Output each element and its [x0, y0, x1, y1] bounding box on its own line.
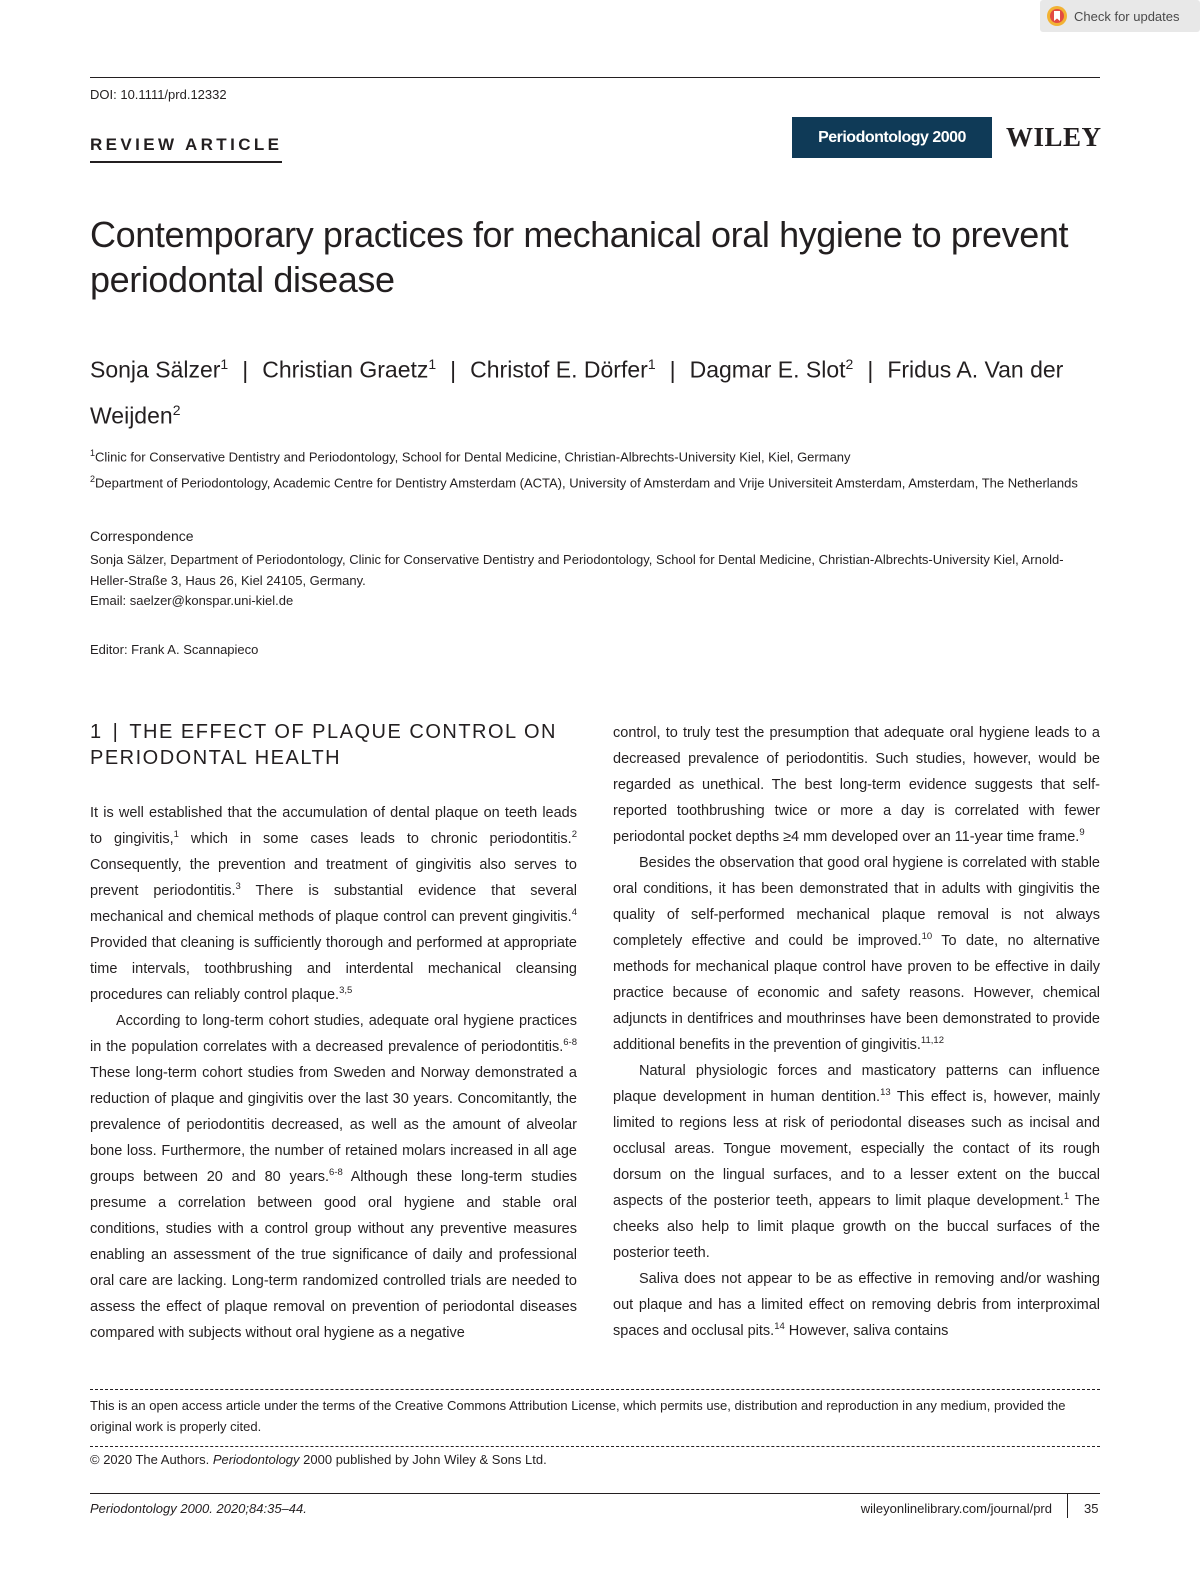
- paragraph-text: However, saliva contains: [784, 1323, 949, 1339]
- copyright-prefix: © 2020 The Authors.: [90, 1452, 213, 1467]
- copyright-divider: [90, 1446, 1100, 1447]
- author-name[interactable]: Fridus A. Van der Weijden: [90, 356, 1064, 429]
- paragraph-text: This effect is, however, mainly limited to regions less at risk of periodontal diseases such as incisal and occlusal areas. Tongue movement, especially the contact of its rough dorsum on the lingual surfaces, and to a lesser extent on the buccal aspects of the posterior teeth, appears to limit plaque development.: [613, 1089, 1100, 1209]
- editor: Editor: Frank A. Scannapieco: [90, 642, 259, 657]
- paragraph: [90, 800, 577, 1008]
- paragraph-text: There is substantial evidence that several mechanical and chemical methods of plaque control can prevent gingivitis.: [90, 883, 577, 925]
- citation-ref[interactable]: 2: [571, 829, 577, 841]
- paragraph-text: Although these long-term studies presume a correlation between good oral hygiene and stable oral conditions, studies with a control group without any preventive measures enabling an assessment of the true significance of daily and professional oral care are lacking. Long-term randomized controlled trials are needed to assess the effect of plaque removal on prevention of periodontal diseases compared with subjects without oral hygiene as a negative: [90, 1169, 578, 1341]
- publisher-logo[interactable]: WILEY: [1006, 122, 1102, 152]
- paragraph-text: According to long-term cohort studies, adequate oral hygiene practices in the population correlates with a decreased prevalence of periodontitis.: [90, 1013, 577, 1055]
- correspondence-email[interactable]: Email: saelzer@konspar.uni-kiel.de: [90, 593, 294, 608]
- article-type: REVIEW ARTICLE: [90, 135, 282, 163]
- paragraph: [90, 1008, 577, 1346]
- author-name[interactable]: Sonja Sälzer: [90, 356, 221, 383]
- citation-ref[interactable]: 1: [173, 829, 179, 841]
- author-name[interactable]: Dagmar E. Slot: [689, 356, 846, 383]
- paragraph-text: Consequently, the prevention and treatment of gingivitis also serves to prevent periodontitis.: [90, 857, 577, 899]
- correspondence-heading: Correspondence: [90, 528, 194, 544]
- correspondence-address: Sonja Sälzer, Department of Periodontology, Clinic for Conservative Dentistry and Periodontology, School for Dental Medicine, Christian-Albrechts-University Kiel, Arnold-Heller-Straße 3, Haus 26, Kiel 24105, Germany.: [90, 552, 1064, 588]
- article-title: Contemporary practices for mechanical oral hygiene to prevent periodontal disease: [90, 214, 1069, 300]
- copyright-suffix: 2000 published by John Wiley & Sons Ltd.: [299, 1452, 547, 1467]
- citation-ref[interactable]: 4: [571, 907, 577, 919]
- paragraph-text: To date, no alternative methods for mechanical plaque control have proven to be effective in daily practice because of economic and safety reasons. However, chemical adjuncts in dentifrices and mouthrinses have been demonstrated to provide additional benefits in the prevention of gingivitis.: [613, 933, 1100, 1053]
- paragraph-text: The cheeks also help to limit plaque growth on the buccal surfaces of the posterior teeth.: [613, 1193, 1100, 1261]
- affiliation-2: [90, 469, 1100, 493]
- citation-ref[interactable]: 6-8: [563, 1037, 577, 1049]
- citation-ref[interactable]: 9: [1079, 827, 1085, 839]
- author-affiliation-marker: 2: [172, 401, 181, 418]
- citation-ref[interactable]: 13: [880, 1087, 891, 1099]
- author-name[interactable]: Christof E. Dörfer: [470, 356, 648, 383]
- author-affiliation-marker: 2: [845, 356, 854, 372]
- citation-ref[interactable]: 14: [774, 1321, 785, 1333]
- citation-ref[interactable]: 6-8: [329, 1167, 343, 1179]
- author-list: [90, 344, 1100, 435]
- section-heading: [90, 719, 577, 771]
- citation-ref[interactable]: 3,5: [339, 985, 353, 997]
- footer-url[interactable]: wileyonlinelibrary.com/journal/prd: [860, 1501, 1052, 1516]
- paragraph-text: It is well established that the accumulation of dental plaque on teeth leads to gingivitis,: [90, 805, 577, 847]
- header-rule: [90, 77, 1100, 78]
- citation-ref[interactable]: 3: [235, 881, 241, 893]
- affiliation-text: Clinic for Conservative Dentistry and Periodontology, School for Dental Medicine, Christian-Albrechts-University Kiel, Kiel, Germany: [95, 449, 851, 465]
- author-name[interactable]: Christian Graetz: [262, 356, 429, 383]
- page-number: 35: [1084, 1501, 1099, 1516]
- paragraph-text: Besides the observation that good oral hygiene is correlated with stable oral conditions, it has been demonstrated that in adults with gingivitis the quality of self-performed mechanical plaque removal is not always completely effective and could be improved.: [613, 855, 1100, 949]
- footer-citation: Periodontology 2000. 2020;84:35–44.: [90, 1501, 307, 1516]
- affiliation-number: 2: [90, 474, 96, 484]
- citation-ref[interactable]: 10: [921, 931, 933, 943]
- affiliation-text: Department of Periodontology, Academic Centre for Dentistry Amsterdam (ACTA), University of Amsterdam and Vrije Universiteit Amsterdam, Amsterdam, The Netherlands: [95, 475, 1078, 491]
- body-column-left: [90, 800, 577, 1346]
- paragraph: [613, 1266, 1100, 1344]
- license-notice: This is an open access article under the terms of the Creative Commons Attribution License, which permits use, distribution and reproduction in any medium, provided the original work is properly cited.: [90, 1398, 1066, 1434]
- doi[interactable]: DOI: 10.1111/prd.12332: [90, 87, 227, 102]
- author-separator: |: [450, 356, 457, 383]
- correspondence-body: [90, 550, 1100, 612]
- section-number: 1: [90, 721, 103, 743]
- author-affiliation-marker: 1: [220, 356, 229, 372]
- author-separator: |: [242, 356, 249, 383]
- paragraph-text: Saliva does not appear to be as effective in removing and/or washing out plaque and has a limited effect on removing debris from interproximal spaces and occlusal pits.: [613, 1271, 1100, 1339]
- paragraph-text: Provided that cleaning is sufficiently thorough and performed at appropriate time intervals, toothbrushing and interdental mechanical cleansing procedures can reliably control plaque.: [90, 935, 577, 1003]
- paragraph-text: Natural physiologic forces and masticatory patterns can influence plaque development in human dentition.: [613, 1063, 1100, 1105]
- paragraph-text: control, to truly test the presumption that adequate oral hygiene leads to a decreased prevalence of periodontitis. Such studies, however, would be regarded as unethical. The best long-term evidence suggests that self-reported toothbrushing twice or more a day is correlated with fewer periodontal pocket depths ≥4 mm developed over an 11-year time frame.: [613, 725, 1100, 845]
- paragraph: [613, 1058, 1100, 1266]
- paragraph: [613, 850, 1100, 1058]
- journal-logo[interactable]: Periodontology 2000: [792, 117, 992, 158]
- author-separator: |: [669, 356, 676, 383]
- check-for-updates-label: Check for updates: [1074, 8, 1180, 24]
- copyright: [90, 1452, 547, 1467]
- footer-rule: [90, 1493, 1100, 1494]
- paragraph-text: which in some cases leads to chronic periodontitis.: [178, 831, 572, 847]
- check-for-updates-button[interactable]: [1040, 0, 1200, 32]
- author-affiliation-marker: 1: [647, 356, 656, 372]
- affiliation-number: 1: [90, 448, 96, 458]
- section-title: THE EFFECT OF PLAQUE CONTROL ON PERIODONTAL HEALTH: [90, 721, 557, 769]
- affiliation-1: [90, 443, 1100, 467]
- citation-ref[interactable]: 11,12: [920, 1035, 944, 1047]
- paragraph-text: These long-term cohort studies from Sweden and Norway demonstrated a reduction of plaque and gingivitis over the last 30 years. Concomitantly, the prevalence of periodontitis decreased, as well as the amount of alveolar bone loss. Furthermore, the number of retained molars increased in all age groups between 20 and 80 years.: [90, 1065, 577, 1185]
- author-affiliation-marker: 1: [428, 356, 437, 372]
- body-column-right: [613, 720, 1100, 1344]
- footer-divider: [1067, 1494, 1068, 1518]
- author-separator: |: [867, 356, 874, 383]
- paragraph: [613, 720, 1100, 850]
- section-separator: |: [112, 721, 120, 743]
- citation-ref[interactable]: 1: [1063, 1191, 1070, 1203]
- copyright-journal: Periodontology: [212, 1452, 300, 1467]
- bookmark-icon: [1046, 5, 1068, 27]
- license-divider: [90, 1389, 1100, 1390]
